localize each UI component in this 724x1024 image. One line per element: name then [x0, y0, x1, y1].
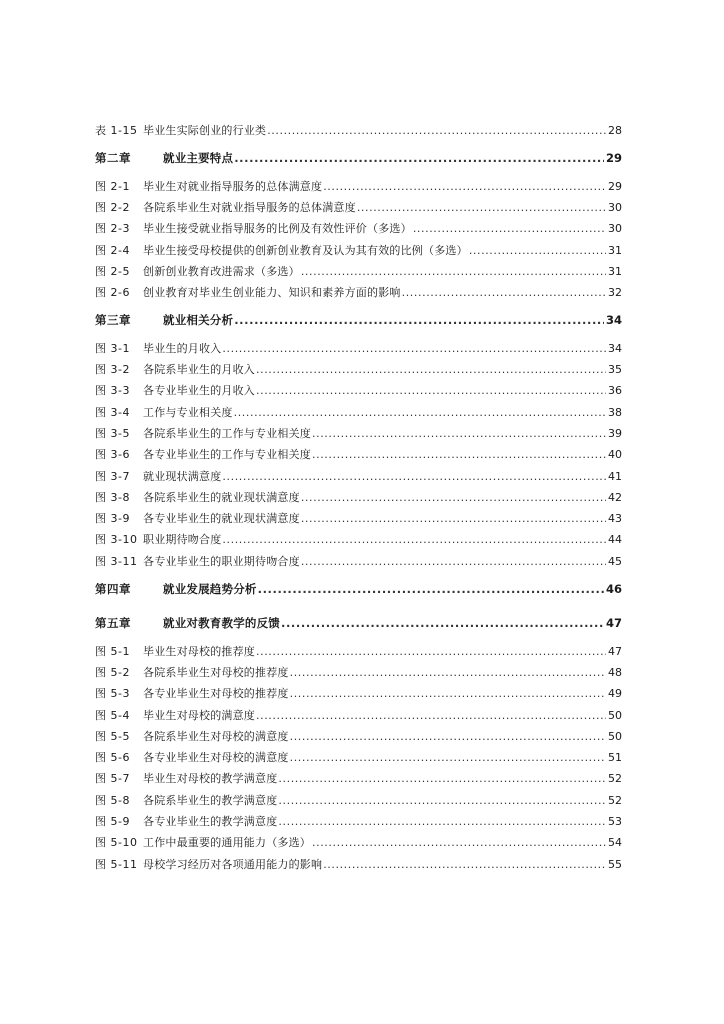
- toc-entry-label: 图 5-5: [95, 729, 130, 743]
- toc-leader-dots: [256, 645, 606, 659]
- toc-entry-label: 图 5-4: [95, 708, 130, 722]
- toc-entry-label: 图 3-6: [95, 448, 130, 462]
- toc-leader-dots: [222, 342, 606, 356]
- toc-leader-dots: [312, 836, 606, 850]
- toc-entry-label: 图 2-2: [95, 200, 130, 214]
- toc-entry[interactable]: [95, 425, 622, 441]
- toc-entry-title: 就业发展趋势分析: [163, 582, 257, 596]
- toc-leader-dots: [256, 384, 606, 398]
- toc-entry-page: 48: [608, 665, 622, 679]
- toc-entry-title: 毕业生对母校的教学满意度: [143, 772, 278, 786]
- toc-entry-label: 图 2-1: [95, 179, 130, 193]
- toc-entry-title: 创业教育对毕业生创业能力、知识和素养方面的影响: [143, 286, 401, 300]
- toc-entry-page: 46: [605, 582, 622, 596]
- toc-entry-page: 30: [608, 222, 622, 236]
- toc-entry-label: 图 2-4: [95, 243, 130, 257]
- toc-entry-label: 图 2-5: [95, 264, 130, 278]
- toc-entry-page: 31: [608, 264, 622, 278]
- toc-entry-label: 图 5-2: [95, 665, 130, 679]
- toc-entry[interactable]: [95, 685, 622, 701]
- toc-leader-dots: [281, 616, 604, 630]
- toc-entry-title: 毕业生对母校的满意度: [143, 708, 255, 722]
- toc-entry-page: 54: [608, 836, 622, 850]
- toc-leader-dots: [312, 427, 606, 441]
- toc-entry-page: 34: [608, 341, 622, 355]
- toc-leader-dots: [301, 512, 606, 526]
- toc-entry-label: 表 1-15: [95, 124, 138, 137]
- toc-entry-title: 工作中最重要的通用能力（多选）: [143, 836, 311, 850]
- toc-entry[interactable]: [95, 361, 622, 377]
- toc-entry-label: 第五章: [95, 616, 131, 631]
- toc-leader-dots: [222, 533, 606, 547]
- toc-entry-page: 43: [608, 512, 622, 526]
- toc-entry-page: 41: [608, 469, 622, 483]
- toc-entry-page: 31: [608, 243, 622, 257]
- toc-entry[interactable]: [95, 242, 622, 258]
- toc-entry-label: 图 3-2: [95, 363, 130, 376]
- toc-entry-page: 52: [608, 772, 622, 786]
- toc-entry-title: 各专业毕业生对母校的推荐度: [143, 687, 289, 701]
- toc-chapter-heading[interactable]: [95, 580, 622, 596]
- toc-entry-title: 毕业生的月收入: [143, 341, 222, 355]
- toc-entry-page: 30: [608, 200, 622, 214]
- toc-entry-label: 图 5-11: [95, 857, 138, 871]
- toc-entry-label: 图 5-7: [95, 772, 130, 786]
- toc-entry[interactable]: [95, 510, 622, 526]
- toc-leader-dots: [290, 687, 606, 701]
- toc-entry[interactable]: [95, 489, 622, 505]
- toc-entry-label: 图 5-10: [95, 836, 138, 850]
- toc-entry[interactable]: [95, 770, 622, 786]
- toc-entry-title: 就业相关分析: [163, 313, 234, 328]
- toc-entry-title: 就业主要特点: [163, 151, 234, 166]
- toc-entry-label: 第三章: [95, 313, 131, 328]
- toc-entry-label: 图 3-8: [95, 490, 130, 504]
- toc-leader-dots: [290, 751, 606, 765]
- toc-entry-page: 38: [608, 405, 622, 419]
- toc-entry-page: 36: [608, 384, 622, 398]
- toc-entry-title: 各专业毕业生的职业期待吻合度: [143, 554, 300, 568]
- toc-leader-dots: [234, 151, 604, 165]
- toc-entry-title: 毕业生实际创业的行业类: [143, 124, 267, 137]
- toc-entry[interactable]: [95, 340, 622, 356]
- toc-entry-title: 毕业生对母校的推荐度: [143, 644, 255, 658]
- toc-entry-title: 毕业生接受就业指导服务的比例及有效性评价（多选）: [143, 222, 412, 236]
- toc-leader-dots: [402, 286, 606, 300]
- toc-entry-label: 图 3-4: [95, 405, 130, 419]
- toc-entry-label: 第四章: [95, 582, 131, 596]
- toc-entry-page: 55: [608, 857, 622, 871]
- toc-entry-title: 各院系毕业生对母校的推荐度: [143, 665, 289, 679]
- toc-entry[interactable]: [95, 749, 622, 765]
- toc-leader-dots: [323, 180, 606, 194]
- toc-entry[interactable]: [95, 446, 622, 462]
- toc-entry[interactable]: [95, 792, 622, 808]
- toc-entry-page: 34: [605, 313, 622, 328]
- toc-entry-label: 图 3-5: [95, 426, 130, 440]
- toc-entry[interactable]: [95, 382, 622, 398]
- toc-leader-dots: [301, 491, 606, 505]
- toc-entry-page: 28: [608, 124, 622, 137]
- toc-entry-page: 47: [608, 644, 622, 658]
- toc-entry-label: 图 2-3: [95, 222, 130, 236]
- toc-entry-label: 图 3-9: [95, 512, 130, 526]
- toc-entry-page: 35: [608, 363, 622, 376]
- toc-leader-dots: [312, 448, 606, 462]
- toc-entry-label: 第二章: [95, 151, 131, 166]
- toc-entry[interactable]: [95, 468, 622, 484]
- toc-leader-dots: [258, 582, 604, 596]
- toc-entry[interactable]: [95, 643, 622, 659]
- toc-entry-title: 母校学习经历对各项通用能力的影响: [143, 857, 323, 871]
- toc-entry-page: 45: [608, 554, 622, 568]
- toc-leader-dots: [256, 709, 606, 723]
- toc-entry-title: 毕业生对就业指导服务的总体满意度: [143, 179, 323, 193]
- toc-entry[interactable]: [95, 220, 622, 236]
- toc-entry-label: 图 3-11: [95, 554, 138, 568]
- toc-entry-title: 就业现状满意度: [143, 469, 222, 483]
- toc-entry-page: 29: [605, 151, 622, 166]
- toc-leader-dots: [469, 244, 606, 258]
- toc-entry-title: 各专业毕业生的教学满意度: [143, 815, 278, 828]
- toc-entry[interactable]: [95, 178, 622, 194]
- toc-entry-label: 图 2-6: [95, 286, 130, 300]
- toc-leader-dots: [278, 815, 606, 829]
- toc-leader-dots: [290, 666, 606, 680]
- toc-entry-title: 各院系毕业生的教学满意度: [143, 793, 278, 807]
- toc-entry[interactable]: [95, 284, 622, 300]
- toc-entry-label: 图 3-3: [95, 384, 130, 398]
- toc-leader-dots: [323, 858, 606, 872]
- toc-entry-title: 各院系毕业生对母校的满意度: [143, 729, 289, 743]
- toc-entry[interactable]: [95, 122, 622, 138]
- toc-entry-page: 47: [605, 616, 622, 631]
- toc-entry-label: 图 5-6: [95, 751, 130, 765]
- toc-entry-title: 各院系毕业生对就业指导服务的总体满意度: [143, 200, 356, 214]
- toc-entry-label: 图 5-8: [95, 793, 130, 807]
- toc-entry-page: 39: [608, 426, 622, 440]
- toc-entry-page: 42: [608, 490, 622, 504]
- toc-leader-dots: [234, 406, 606, 420]
- toc-entry[interactable]: [95, 856, 622, 872]
- toc-entry-page: 32: [608, 286, 622, 300]
- toc-leader-dots: [278, 772, 606, 786]
- toc-leader-dots: [301, 555, 606, 569]
- toc-entry-title: 职业期待吻合度: [143, 533, 222, 547]
- toc-entry-page: 50: [608, 729, 622, 743]
- toc-entry-title: 各院系毕业生的就业现状满意度: [143, 490, 300, 504]
- toc-entry-page: 29: [608, 179, 622, 193]
- toc-chapter-heading[interactable]: [95, 614, 622, 630]
- toc-chapter-heading[interactable]: [95, 311, 622, 327]
- toc-entry-page: 50: [608, 708, 622, 722]
- toc-entry-label: 图 5-1: [95, 644, 130, 658]
- toc-entry-title: 各专业毕业生的就业现状满意度: [143, 512, 300, 526]
- toc-entry-page: 52: [608, 793, 622, 807]
- toc-entry-page: 40: [608, 448, 622, 462]
- toc-entry-label: 图 5-3: [95, 687, 130, 701]
- toc-entry-label: 图 3-7: [95, 469, 130, 483]
- toc-entry-title: 各专业毕业生的月收入: [143, 384, 255, 398]
- toc-entry-label: 图 5-9: [95, 815, 130, 828]
- toc-entry-page: 51: [608, 751, 622, 765]
- toc-leader-dots: [267, 124, 606, 138]
- toc-entry-title: 各专业毕业生的工作与专业相关度: [143, 448, 311, 462]
- toc-entry-title: 创新创业教育改进需求（多选）: [143, 264, 300, 278]
- toc-leader-dots: [301, 265, 606, 279]
- toc-entry-title: 各专业毕业生对母校的满意度: [143, 751, 289, 765]
- toc-entry[interactable]: [95, 404, 622, 420]
- toc-entry[interactable]: [95, 199, 622, 215]
- toc-entry[interactable]: [95, 531, 622, 547]
- toc-entry-label: 图 3-10: [95, 533, 138, 547]
- toc-entry[interactable]: [95, 728, 622, 744]
- toc-entry-page: 53: [608, 815, 622, 828]
- toc-entry[interactable]: [95, 707, 622, 723]
- toc-entry[interactable]: [95, 834, 622, 850]
- toc-leader-dots: [278, 794, 606, 808]
- toc-entry-title: 毕业生接受母校提供的创新创业教育及认为其有效的比例（多选）: [143, 243, 468, 257]
- toc-entry-page: 44: [608, 533, 622, 547]
- toc-entry-title: 各院系毕业生的月收入: [143, 363, 255, 376]
- toc-leader-dots: [256, 363, 606, 377]
- toc-entry-page: 49: [608, 687, 622, 701]
- toc-entry[interactable]: [95, 664, 622, 680]
- toc-entry[interactable]: [95, 263, 622, 279]
- toc-leader-dots: [222, 470, 606, 484]
- toc-leader-dots: [357, 201, 606, 215]
- toc-entry-label: 图 3-1: [95, 341, 130, 355]
- toc-leader-dots: [413, 222, 606, 236]
- toc-entry-title: 就业对教育教学的反馈: [163, 616, 280, 631]
- toc-chapter-heading[interactable]: [95, 149, 622, 165]
- toc-entry[interactable]: [95, 553, 622, 569]
- toc-entry[interactable]: [95, 813, 622, 829]
- toc-entry-title: 工作与专业相关度: [143, 405, 233, 419]
- toc-leader-dots: [290, 730, 606, 744]
- toc-leader-dots: [234, 313, 604, 327]
- toc-entry-title: 各院系毕业生的工作与专业相关度: [143, 426, 311, 440]
